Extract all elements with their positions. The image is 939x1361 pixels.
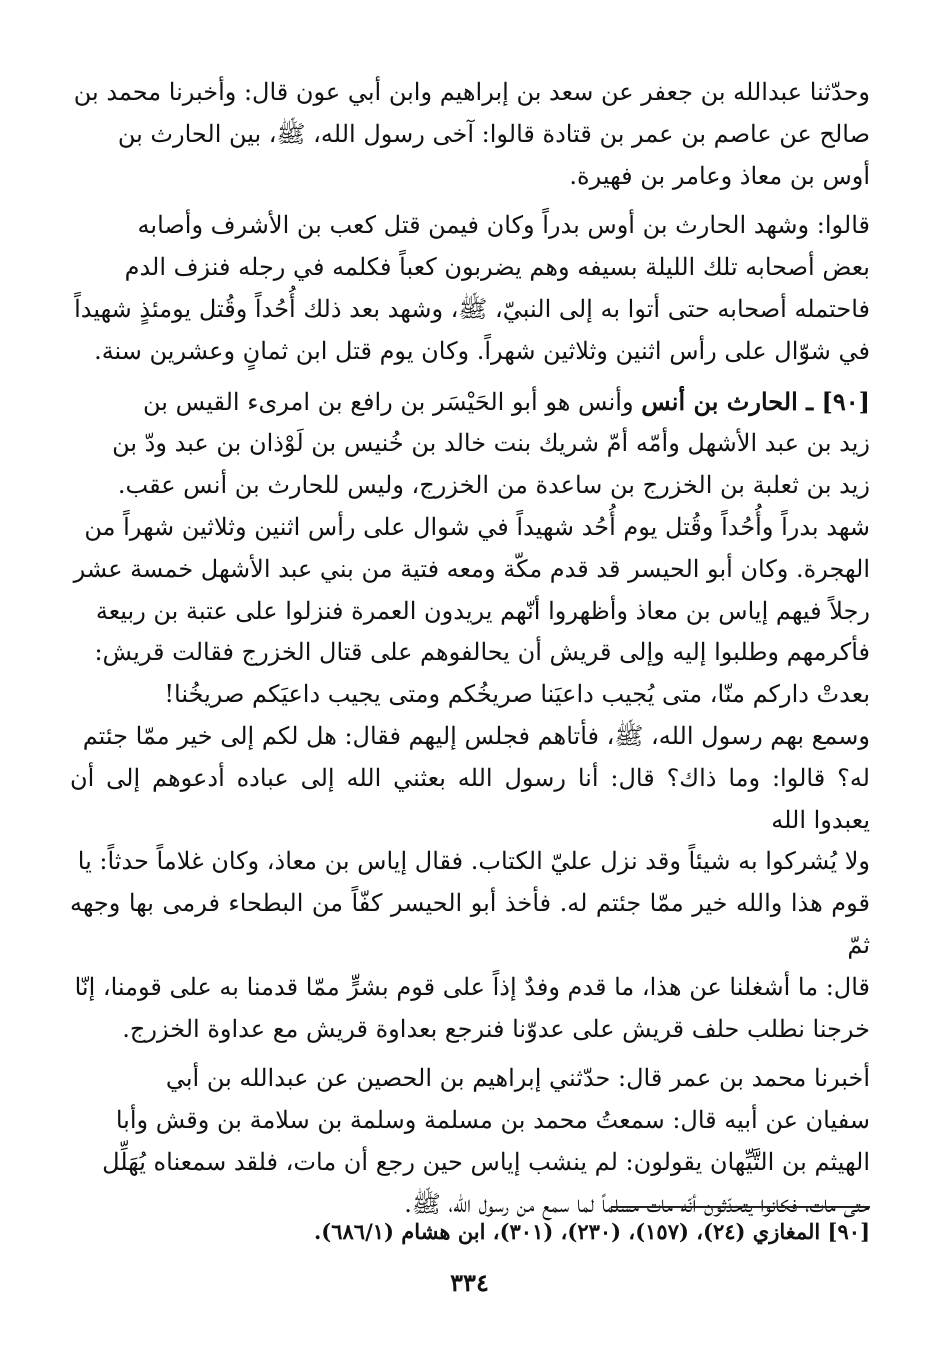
text-line: أخبرنا محمد بن عمر قال: حدّثني إبراهيم بن الحصين عن عبدالله بن أبي <box>165 1064 870 1093</box>
text-line: أوس بن معاذ وعامر بن فهيرة. <box>569 161 870 190</box>
text-line: فأكرمهم وطلبوا إليه وإلى قريش أن يحالفوهم على قتال الخزرج فقالت قريش: <box>94 638 870 667</box>
text-line-rest: وأنس هو أبو الحَيْسَر بن رافع بن امرىء القيس بن <box>143 387 634 416</box>
text-line: له؟ قالوا: وما ذاك؟ قال: أنا رسول الله بعثني الله إلى عباده أدعوهم إلى أن يعبدوا الله <box>70 763 870 834</box>
text-line: صالح عن عاصم بن عمر بن قتادة قالوا: آخى رسول الله، ﷺ، بين الحارث بن <box>117 119 870 148</box>
paragraph-1 <box>70 72 870 197</box>
text-line: قوم هذا والله خير ممّا جئتم له. فأخذ أبو الحيسر كفّاً من البطحاء فرمى بها وجهه ثمّ <box>70 889 870 959</box>
text-line: زيد بن ثعلبة بن الخزرج بن ساعدة من الخزرج، وليس للحارث بن أنس عقب. <box>117 471 870 500</box>
text-line: زيد بن عبد الأشهل وأمّه أمّ شريك بنت خالد بن خُنيس بن لَوْذان بن عبد ودّ بن <box>112 429 870 458</box>
text-line: رجلاً فيهم إياس بن معاذ وأظهروا أنّهم يريدون العمرة فنزلوا على عتبة بن ربيعة <box>95 596 870 625</box>
text-line: قالوا: وشهد الحارث بن أوس بدراً وكان فيمن قتل كعب بن الأشرف وأصابه <box>137 211 870 240</box>
page-number: ٣٣٤ <box>450 1268 489 1297</box>
text-line: ولا يُشركوا به شيئاً وقد نزل عليّ الكتاب. فقال إياس بن معاذ، وكان غلاماً حدثاً: يا <box>77 847 870 876</box>
text-line: الهجرة. وكان أبو الحيسر قد قدم مكّة ومعه فتية من بني عبد الأشهل خمسة عشر <box>73 554 870 583</box>
text-line: وسمع بهم رسول الله، ﷺ، فأتاهم فجلس إليهم فقال: هل لكم إلى خير ممّا جئتم <box>82 721 870 750</box>
text-line: حتى مات، فكانوا يتحدّثون أنّه مات مسلماً لما سمع من رسول الله، ﷺ. <box>404 1189 870 1218</box>
footnote: [٩٠] المغازي (٢٤)، (١٥٧)، (٢٣٠)، (٣٠١)، ابن هشام (٦٨٦/١). <box>314 1219 870 1244</box>
text-line: بعدتْ داركم منّا، متى يُجيب داعيَنا صريخُكم ومتى يجيب داعيَكم صريخُنا! <box>164 680 870 709</box>
main-text <box>70 72 870 1234</box>
text-line: قال: ما أشغلنا عن هذا، ما قدم وفدٌ إذاً على قوم بشرٍّ ممّا قدمنا به على قومنا، إنّا <box>74 972 870 1001</box>
footnote-divider <box>611 1206 870 1208</box>
paragraph-2 <box>70 205 870 372</box>
text-line: وحدّثنا عبدالله بن جعفر عن سعد بن إبراهيم وابن أبي عون قال: وأخبرنا محمد بن <box>73 78 870 106</box>
text-line <box>70 381 870 424</box>
paragraph-4 <box>70 1058 870 1225</box>
text-line: الهيثم بن التَّيِّهان يقولون: لم ينشب إياس حين رجع أن مات، فلقد سمعناه يُهَلِّل <box>102 1147 870 1176</box>
entry-heading: [٩٠] ـ الحارث بن أنس <box>641 386 870 416</box>
paragraph-3 <box>70 381 870 1051</box>
text-line: سفيان عن أبيه قال: سمعتُ محمد بن مسلمة وسلمة بن سلامة بن وقش وأبا <box>115 1106 870 1135</box>
text-line: في شوّال على رأس اثنين وثلاثين شهراً. وكان يوم قتل ابن ثمانٍ وعشرين سنة. <box>94 336 870 365</box>
text-line: شهد بدراً وأُحُداً وقُتل يوم أُحُد شهيداً في شوال على رأس اثنين وثلاثين شهراً من <box>84 512 870 541</box>
text-line: بعض أصحابه تلك الليلة بسيفه وهم يضربون كعباً فكلمه في رجله فنزف الدم <box>124 253 870 282</box>
text-line: فاحتمله أصحابه حتى أتوا به إلى النبيّ، ﷺ، وشهد بعد ذلك أُحُداً وقُتل يومئذٍ شهيداً <box>74 294 870 323</box>
text-line: خرجنا نطلب حلف قريش على عدوّنا فنرجع بعداوة قريش مع عداوة الخزرج. <box>122 1014 870 1043</box>
